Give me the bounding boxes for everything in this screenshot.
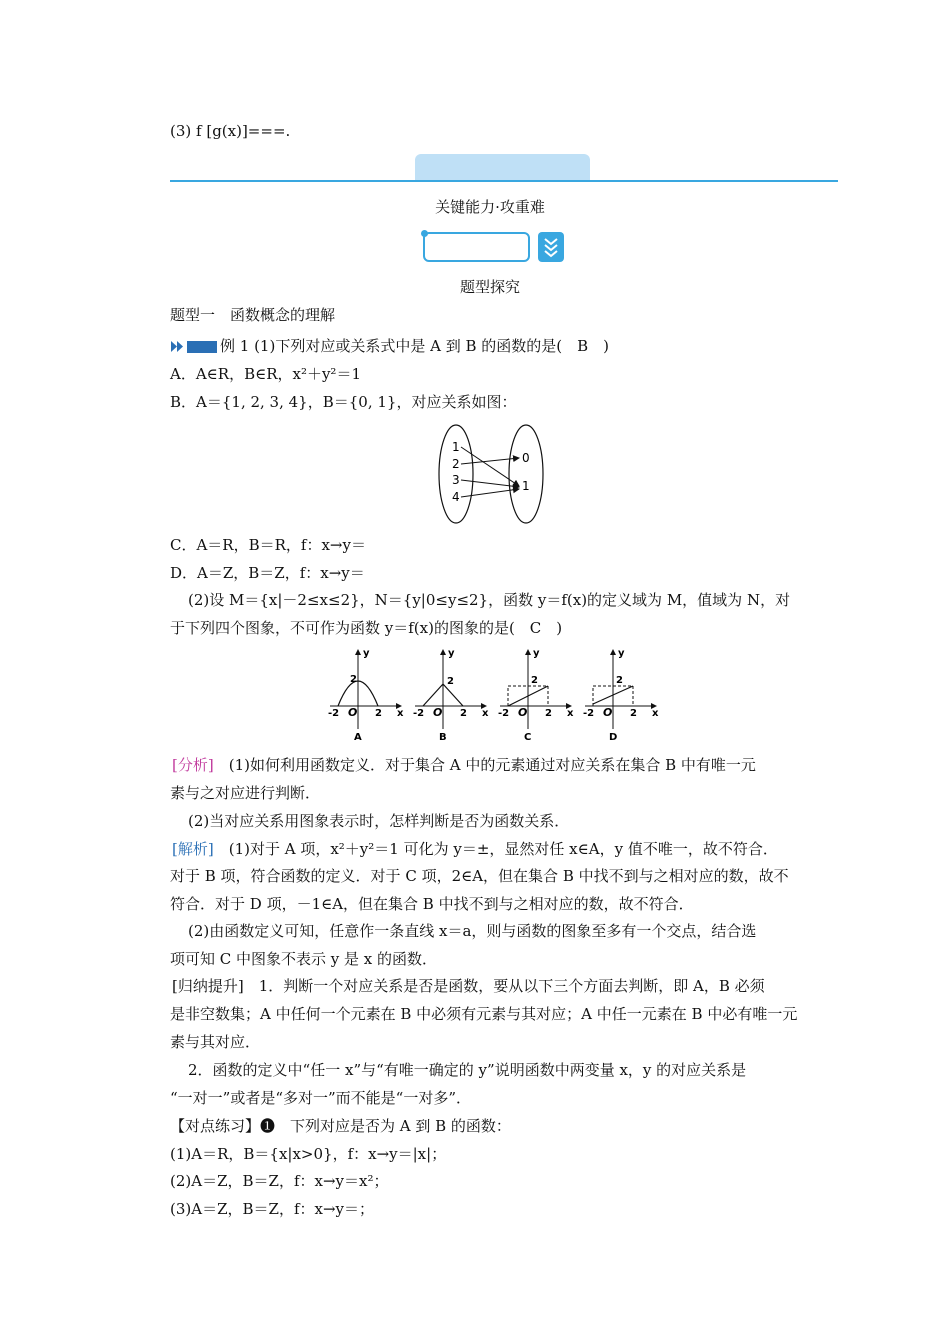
tick-label: -2 bbox=[498, 708, 510, 719]
graph-c bbox=[498, 648, 574, 743]
text-line: (3) f [g(x)]===. bbox=[170, 122, 291, 140]
subsection-title: 题型探究 bbox=[459, 278, 520, 296]
tick-label: 2 bbox=[375, 708, 382, 719]
set-b-element: 0 bbox=[522, 451, 530, 465]
graphs-figure bbox=[325, 644, 665, 744]
type-heading: 题型一 函数概念的理解 bbox=[170, 306, 336, 324]
summary-line: [归纳提升] 1．判断一个对应关系是否是函数，要从以下三个方面去判断，即 A，B 必须 bbox=[172, 977, 765, 995]
tick-label: 2 bbox=[616, 675, 623, 686]
graph-d bbox=[583, 648, 659, 743]
origin-label: O bbox=[518, 706, 528, 719]
graph-label: A bbox=[354, 732, 362, 743]
axis-label-x: x bbox=[397, 708, 404, 719]
analysis-paragraph bbox=[172, 755, 756, 775]
axis-label-y: y bbox=[448, 648, 455, 659]
set-a-element: 2 bbox=[452, 457, 460, 471]
practice-item: (3)A＝Z，B＝Z，f：x→y＝； bbox=[170, 1200, 375, 1218]
solution-tag: [解析] bbox=[172, 840, 214, 858]
text-line: “一对一”或者是“多对一”而不能是“一对多”． bbox=[170, 1089, 472, 1107]
tick-label: 2 bbox=[531, 675, 538, 686]
set-b-ellipse bbox=[509, 425, 543, 523]
section-tab bbox=[415, 154, 590, 181]
section-rule bbox=[170, 180, 838, 182]
mapping-diagram bbox=[436, 422, 546, 526]
tick-label: 2 bbox=[447, 676, 454, 687]
option-d: D．A＝Z，B＝Z，f：x→y＝ bbox=[170, 564, 365, 582]
text-line: 素与其对应． bbox=[170, 1033, 261, 1051]
option-a: A．A∈R，B∈R，x²＋y²＝1 bbox=[170, 365, 361, 383]
text-line: 对于 B 项，符合函数的定义．对于 C 项，2∈A，但在集合 B 中找不到与之相对应的数，故不 bbox=[170, 867, 789, 885]
text-line: 是非空数集；A 中任何一个元素在 B 中必须有元素与其对应；A 中任一元素在 B 中必有唯一元 bbox=[170, 1005, 798, 1023]
origin-label: O bbox=[433, 706, 443, 719]
example-marker-icon bbox=[171, 340, 217, 353]
text-line: 符合．对于 D 项，－1∈A，但在集合 B 中找不到与之相对应的数，故不符合． bbox=[170, 895, 694, 913]
origin-label: O bbox=[348, 706, 358, 719]
tick-label: 2 bbox=[350, 674, 357, 685]
set-a-element: 1 bbox=[452, 440, 460, 454]
question-2-line-2: 于下列四个图象，不可作为函数 y＝f(x)的图象的是( C ) bbox=[170, 619, 563, 637]
set-a-element: 4 bbox=[452, 490, 460, 504]
text-line: 素与之对应进行判断． bbox=[170, 784, 321, 802]
solution-paragraph bbox=[172, 839, 778, 859]
option-b: B．A＝{1, 2, 3, 4}，B＝{0, 1}，对应关系如图： bbox=[170, 393, 517, 411]
axis-label-x: x bbox=[652, 708, 659, 719]
graph-b bbox=[413, 648, 489, 743]
tick-label: -2 bbox=[583, 708, 595, 719]
tick-label: -2 bbox=[328, 708, 340, 719]
mapping-arrow bbox=[461, 458, 519, 464]
origin-label: O bbox=[603, 706, 613, 719]
axis-label-y: y bbox=[618, 648, 625, 659]
chevron-down-icon bbox=[538, 232, 564, 262]
text-line: (2)由函数定义可知，任意作一条直线 x＝a，则与函数的图象至多有一个交点，结合选 bbox=[188, 922, 757, 940]
tick-label: 2 bbox=[545, 708, 552, 719]
set-a-element: 3 bbox=[452, 473, 460, 487]
tick-label: 2 bbox=[460, 708, 467, 719]
axis-label-y: y bbox=[533, 648, 540, 659]
mapping-arrow bbox=[461, 480, 519, 487]
axis-label-x: x bbox=[567, 708, 574, 719]
analysis-tag: [分析] bbox=[172, 756, 214, 774]
graph-label: C bbox=[524, 732, 532, 743]
solution-text: (1)对于 A 项，x²＋y²＝1 可化为 y＝±，显然对任 x∈A，y 值不唯一，故不符合． bbox=[213, 840, 778, 858]
option-c: C．A＝R，B＝R，f：x→y＝ bbox=[170, 536, 366, 554]
tick-label: -2 bbox=[413, 708, 425, 719]
graph-label: D bbox=[609, 732, 618, 743]
practice-item: (1)A＝R，B＝{x|x>0}，f：x→y＝|x|； bbox=[170, 1145, 447, 1163]
practice-heading: 【对点练习】❶ 下列对应是否为 A 到 B 的函数： bbox=[170, 1117, 511, 1135]
text-line: 2．函数的定义中“任一 x”与“有唯一确定的 y”说明函数中两变量 x，y 的对应关系是 bbox=[188, 1061, 747, 1079]
dot-icon bbox=[421, 230, 428, 237]
text-line: 项可知 C 中图象不表示 y 是 x 的函数． bbox=[170, 950, 438, 968]
graph-label: B bbox=[439, 732, 447, 743]
graph-a bbox=[328, 648, 404, 743]
axis-label-x: x bbox=[482, 708, 489, 719]
question-2-line-1: (2)设 M＝{x|－2≤x≤2}，N＝{y|0≤y≤2}，函数 y＝f(x)的定义域为 M，值域为 N，对 bbox=[188, 591, 791, 609]
set-b-element: 1 bbox=[522, 479, 530, 493]
example-1-question: 例 1 (1)下列对应或关系式中是 A 到 B 的函数的是( B ) bbox=[220, 337, 609, 355]
practice-item: (2)A＝Z，B＝Z，f：x→y＝x²； bbox=[170, 1172, 389, 1190]
text-line: (2)当对应关系用图象表示时，怎样判断是否为函数关系． bbox=[188, 812, 570, 830]
decorative-pill bbox=[423, 232, 530, 262]
axis-label-y: y bbox=[363, 648, 370, 659]
analysis-text: (1)如何利用函数定义．对于集合 A 中的元素通过对应关系在集合 B 中有唯一元 bbox=[213, 756, 756, 774]
section-title: 关键能力·攻重难 bbox=[435, 198, 545, 216]
tick-label: 2 bbox=[630, 708, 637, 719]
